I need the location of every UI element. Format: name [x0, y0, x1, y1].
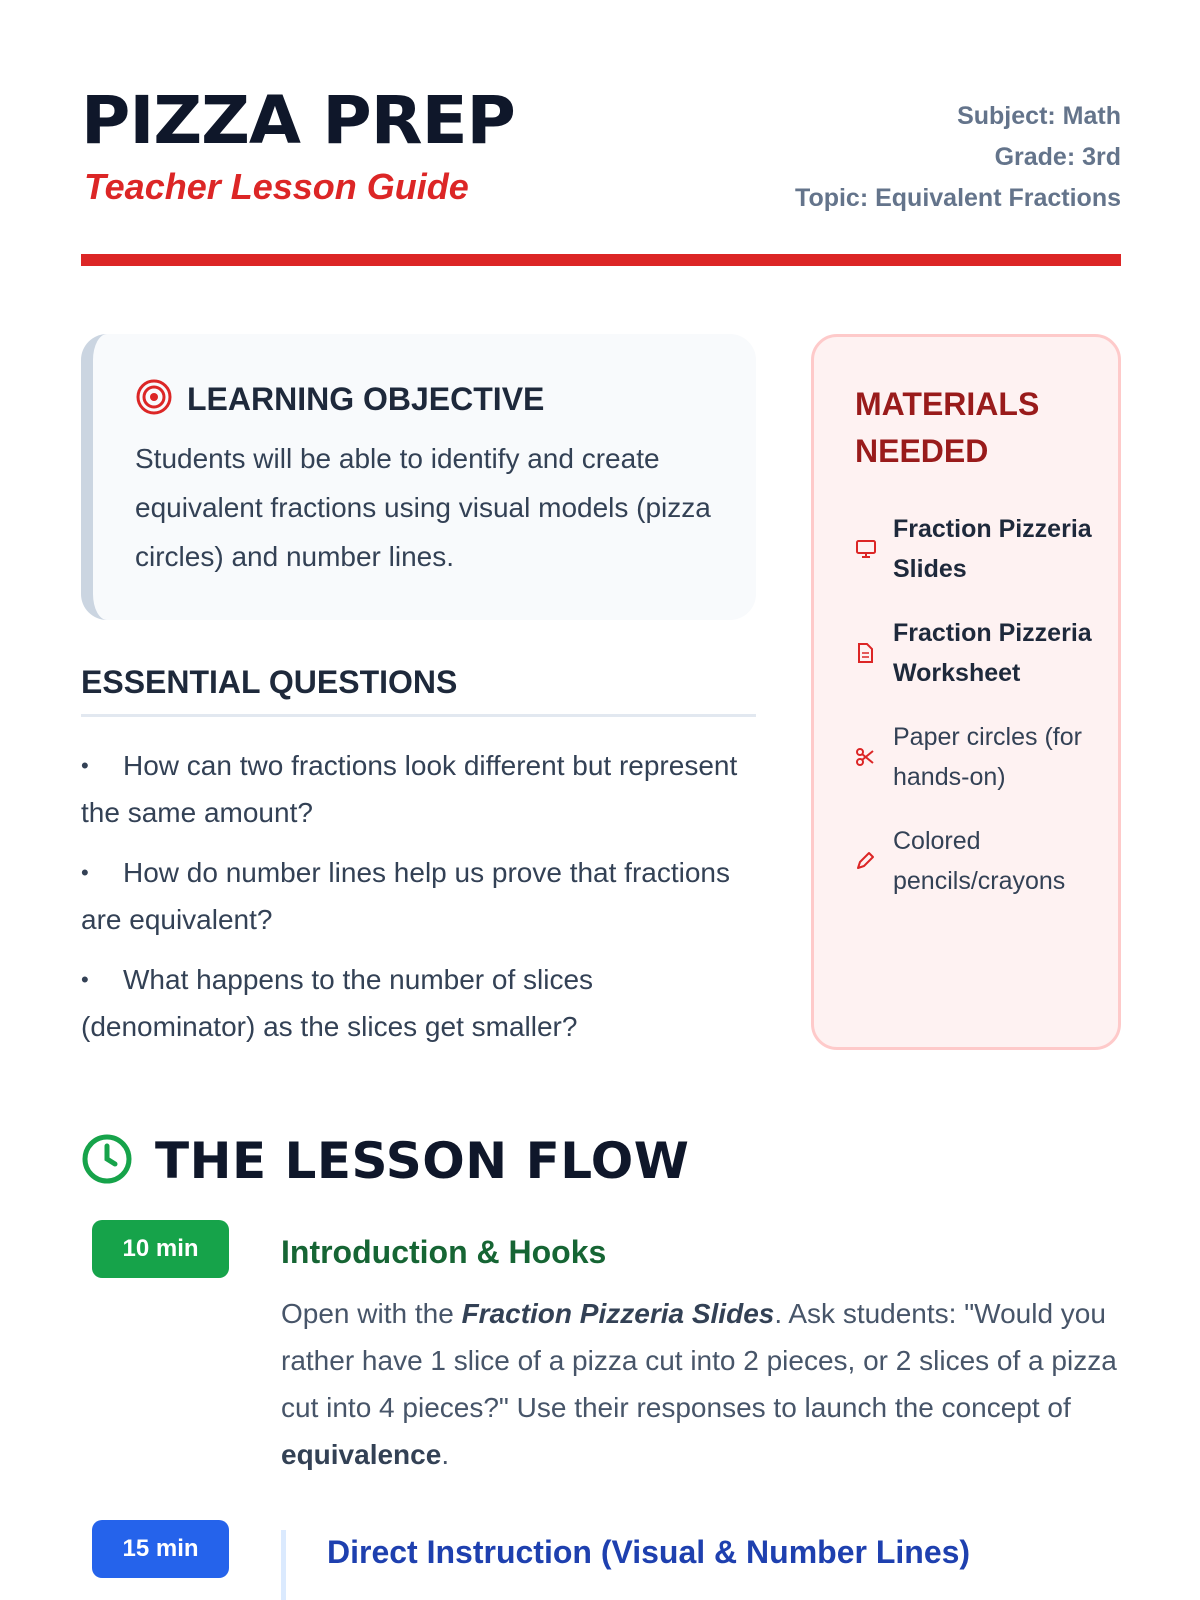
essential-questions-list: [81, 742, 741, 1063]
duration-badge: 10 min: [92, 1220, 229, 1278]
pencil-icon: [855, 851, 893, 871]
objective-text: Students will be able to identify and create equivalent fractions using visual models (pizza circles) and number lines.: [135, 443, 711, 572]
material-label: Fraction Pizzeria Slides: [893, 515, 1092, 583]
meta-subject: Subject: Math: [957, 102, 1121, 130]
document-icon: [855, 642, 893, 664]
bullet-icon: •: [81, 753, 89, 778]
meta-grade: Grade: 3rd: [994, 143, 1121, 171]
materials-title: MATERIALS NEEDED: [855, 386, 1040, 469]
duration-badge: 15 min: [92, 1520, 229, 1578]
objective-title: LEARNING OBJECTIVE: [187, 381, 545, 417]
material-item: [855, 509, 1105, 589]
page-title: PIZZA PREP: [81, 82, 515, 159]
material-item: [855, 717, 1105, 797]
lesson-flow-heading: [81, 1132, 689, 1190]
step-title: Introduction & Hooks: [281, 1234, 607, 1270]
materials-card: [811, 334, 1121, 1050]
step-description: Open with the Fraction Pizzeria Slides. Ask students: "Would you rather have 1 slice of a pizza cut into 2 pieces, or 2 slices of a pizza cut into 4 pieces?" Use their responses to launch the concept of equivalence.: [281, 1298, 1117, 1470]
material-label: Fraction Pizzeria Worksheet: [893, 619, 1092, 687]
meta-topic: Topic: Equivalent Fractions: [795, 184, 1121, 212]
material-label: Colored pencils/crayons: [893, 827, 1066, 895]
lesson-flow-title: THE LESSON FLOW: [155, 1132, 690, 1190]
objective-heading: [135, 378, 544, 421]
list-item: • How can two fractions look different but represent the same amount?: [81, 742, 741, 836]
material-item: [855, 821, 1105, 901]
page-header: [81, 80, 1121, 220]
lesson-meta: [795, 96, 1121, 219]
materials-list: [855, 509, 1105, 925]
list-item: • What happens to the number of slices (denominator) as the slices get smaller?: [81, 956, 741, 1050]
learning-objective-card: [81, 334, 756, 620]
presentation-icon: [855, 538, 893, 560]
scissors-icon: [855, 747, 893, 767]
page-subtitle: Teacher Lesson Guide: [84, 166, 469, 207]
header-divider: [81, 254, 1121, 266]
step-accent-bar: [281, 1530, 286, 1600]
step-title: Direct Instruction (Visual & Number Lines): [327, 1534, 971, 1570]
list-item: • How do number lines help us prove that fractions are equivalent?: [81, 849, 741, 943]
clock-icon: [81, 1133, 133, 1190]
bullet-icon: •: [81, 860, 89, 885]
bullet-icon: •: [81, 967, 89, 992]
material-label: Paper circles (for hands-on): [893, 723, 1082, 791]
material-item: [855, 613, 1105, 693]
essential-questions-title: ESSENTIAL QUESTIONS: [81, 664, 458, 700]
essential-questions-divider: [81, 714, 756, 717]
target-icon: [135, 378, 173, 421]
